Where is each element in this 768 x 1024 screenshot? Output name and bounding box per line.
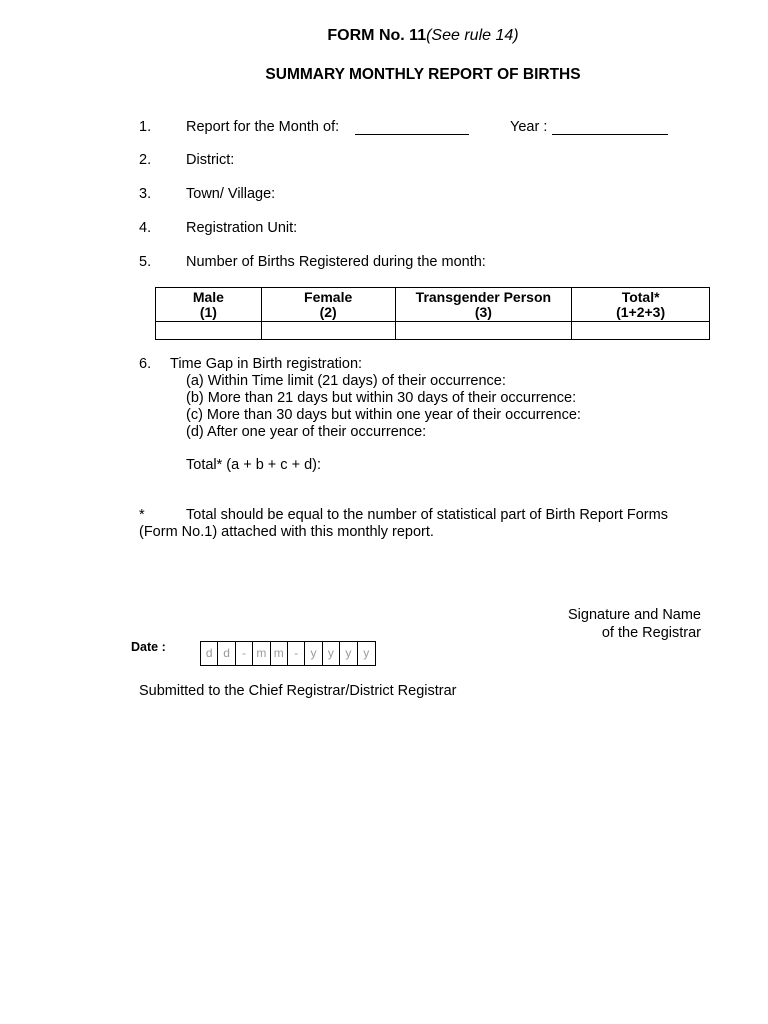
item-number-3: 3. (139, 186, 152, 202)
item-number-4: 4. (139, 220, 152, 236)
total-count-cell[interactable] (572, 322, 710, 340)
column-transgender-name: Transgender Person (415, 288, 552, 305)
date-separator-2: - (288, 642, 305, 665)
time-gap-label: Time Gap in Birth registration: (170, 356, 363, 372)
column-total (572, 288, 710, 322)
item-number-2: 2. (139, 152, 152, 168)
date-label: Date : (131, 640, 166, 654)
column-female-code: (2) (319, 303, 337, 320)
date-day-digit-2[interactable]: d (218, 642, 235, 665)
date-year-digit-1[interactable]: y (305, 642, 322, 665)
column-male (156, 288, 262, 322)
footnote-mark: * (139, 507, 145, 523)
births-registered-label: Number of Births Registered during the month: (186, 254, 486, 270)
form-title (0, 27, 768, 45)
male-count-cell[interactable] (156, 322, 262, 340)
year-field[interactable] (552, 121, 668, 135)
footnote-line-1: Total should be equal to the number of statistical part of Birth Report Forms (186, 507, 668, 523)
time-gap-total: Total* (a + b + c + d): (186, 457, 322, 473)
item-number-1: 1. (139, 119, 152, 135)
column-total-name: Total* (621, 288, 660, 305)
time-gap-option-d: (d) After one year of their occurrence: (186, 424, 427, 440)
year-label: Year : (510, 119, 548, 135)
form-number: FORM No. 11 (327, 27, 427, 44)
column-transgender (395, 288, 572, 322)
births-table-entry-row (156, 322, 710, 340)
column-male-code: (1) (199, 303, 217, 320)
date-day-digit-1[interactable]: d (201, 642, 218, 665)
date-separator-1: - (236, 642, 253, 665)
month-field[interactable] (355, 121, 469, 135)
month-label: Report for the Month of: (186, 119, 340, 135)
footnote-line-2: (Form No.1) attached with this monthly report. (139, 524, 434, 540)
form-rule: (See rule 14) (426, 27, 519, 44)
item-number-6: 6. (139, 356, 152, 372)
signature-line-1: Signature and Name (568, 607, 701, 623)
column-female-name: Female (304, 288, 353, 305)
report-title: SUMMARY MONTHLY REPORT OF BIRTHS (265, 66, 581, 83)
district-label: District: (186, 152, 235, 168)
date-year-digit-4[interactable]: y (363, 646, 370, 660)
signature-line-2: of the Registrar (601, 625, 701, 641)
column-female (261, 288, 395, 322)
item-number-5: 5. (139, 254, 152, 270)
time-gap-option-b: (b) More than 21 days but within 30 days of their occurrence: (186, 390, 577, 406)
date-year-digit-3[interactable]: y (340, 642, 357, 665)
female-count-cell[interactable] (261, 322, 395, 340)
column-transgender-code: (3) (474, 303, 492, 320)
date-month-digit-1[interactable]: m (253, 642, 270, 665)
transgender-count-cell[interactable] (395, 322, 572, 340)
time-gap-option-a: (a) Within Time limit (21 days) of their occurrence: (186, 373, 506, 389)
time-gap-option-c: (c) More than 30 days but within one year of their occurrence: (186, 407, 581, 423)
births-table-header-row (156, 288, 710, 322)
column-male-name: Male (192, 288, 224, 305)
column-total-code: (1+2+3) (616, 303, 666, 320)
submitted-to: Submitted to the Chief Registrar/District Registrar (139, 683, 457, 699)
date-year-digit-2[interactable]: y (323, 642, 340, 665)
registration-unit-label: Registration Unit: (186, 220, 298, 236)
town-village-label: Town/ Village: (186, 186, 276, 202)
date-input[interactable] (200, 641, 376, 666)
date-month-digit-2[interactable]: m (271, 642, 288, 665)
births-table (155, 287, 710, 340)
